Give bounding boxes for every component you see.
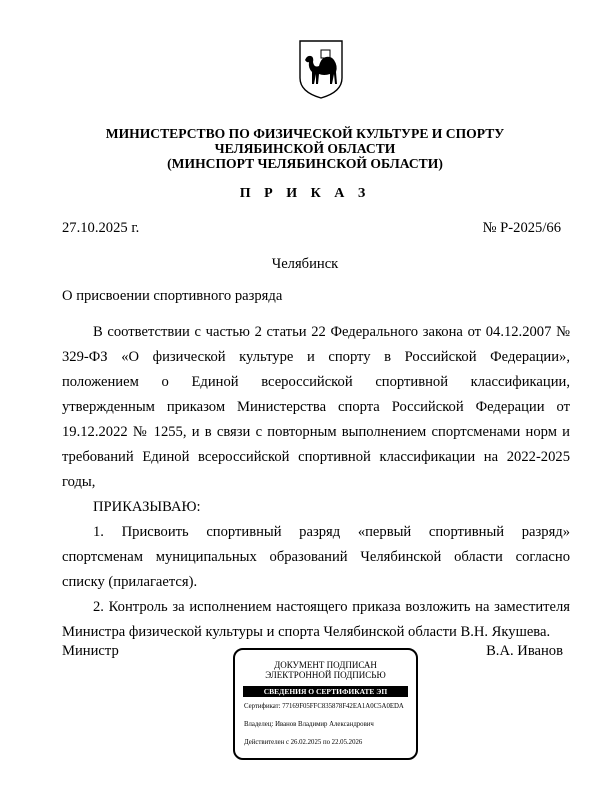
document-date: 27.10.2025 г.: [62, 220, 140, 236]
owner-label: Владелец:: [244, 721, 274, 728]
cert-label: Сертификат:: [244, 703, 281, 710]
ministry-header: [0, 126, 610, 171]
document-type: П Р И К А З: [239, 186, 371, 201]
coat-of-arms-icon: [297, 38, 345, 100]
cert-value: 77169F05FFC835878F42EA1A0C5A0EDA: [282, 703, 404, 710]
header-line: ЧЕЛЯБИНСКОЙ ОБЛАСТИ: [214, 141, 396, 156]
paragraph: В соответствии с частью 2 статьи 22 Федерального закона от 04.12.2007 № 329-ФЗ «О физической культуре и спорту в Российской Федерации», положением о Единой всероссийской спортивной классификации, утвержденным приказом Министерства спорта Российской Федерации от 19.12.2022 № 1255, и в связи с повторным выполнением спортсменами норм и требований Единой всероссийской спортивной классификации на 2022-2025 годы,: [62, 324, 570, 490]
stamp-title: ДОКУМЕНТ ПОДПИСАН: [274, 660, 377, 670]
paragraph: 1. Присвоить спортивный разряд «первый спортивный разряд» спортсменам муниципальных образований Челябинской области согласно списку (прилагается).: [62, 524, 570, 590]
paragraph: 2. Контроль за исполнением настоящего приказа возложить на заместителя Министра физической культуры и спорта Челябинской области В.Н. Якушева.: [62, 599, 570, 640]
header-line: (МИНСПОРТ ЧЕЛЯБИНСКОЙ ОБЛАСТИ): [167, 156, 443, 171]
e-signature-stamp: [233, 648, 418, 760]
owner-value: Иванов Владимир Александрович: [275, 721, 374, 728]
stamp-title: ЭЛЕКТРОННОЙ ПОДПИСЬЮ: [265, 670, 386, 680]
city: Челябинск: [271, 256, 339, 272]
document-body: [62, 320, 570, 645]
document-number: № Р-2025/66: [482, 220, 561, 236]
paragraph: ПРИКАЗЫВАЮ:: [93, 499, 201, 515]
signer-position: Министр: [62, 643, 119, 659]
stamp-cert-header: СВЕДЕНИЯ О СЕРТИФИКАТЕ ЭП: [243, 686, 408, 697]
signer-name: В.А. Иванов: [486, 643, 563, 659]
validity: Действителен с 26.02.2025 по 22.05.2026: [244, 739, 363, 746]
subject: О присвоении спортивного разряда: [62, 288, 283, 304]
header-line: МИНИСТЕРСТВО ПО ФИЗИЧЕСКОЙ КУЛЬТУРЕ И СПОРТУ: [105, 126, 505, 141]
